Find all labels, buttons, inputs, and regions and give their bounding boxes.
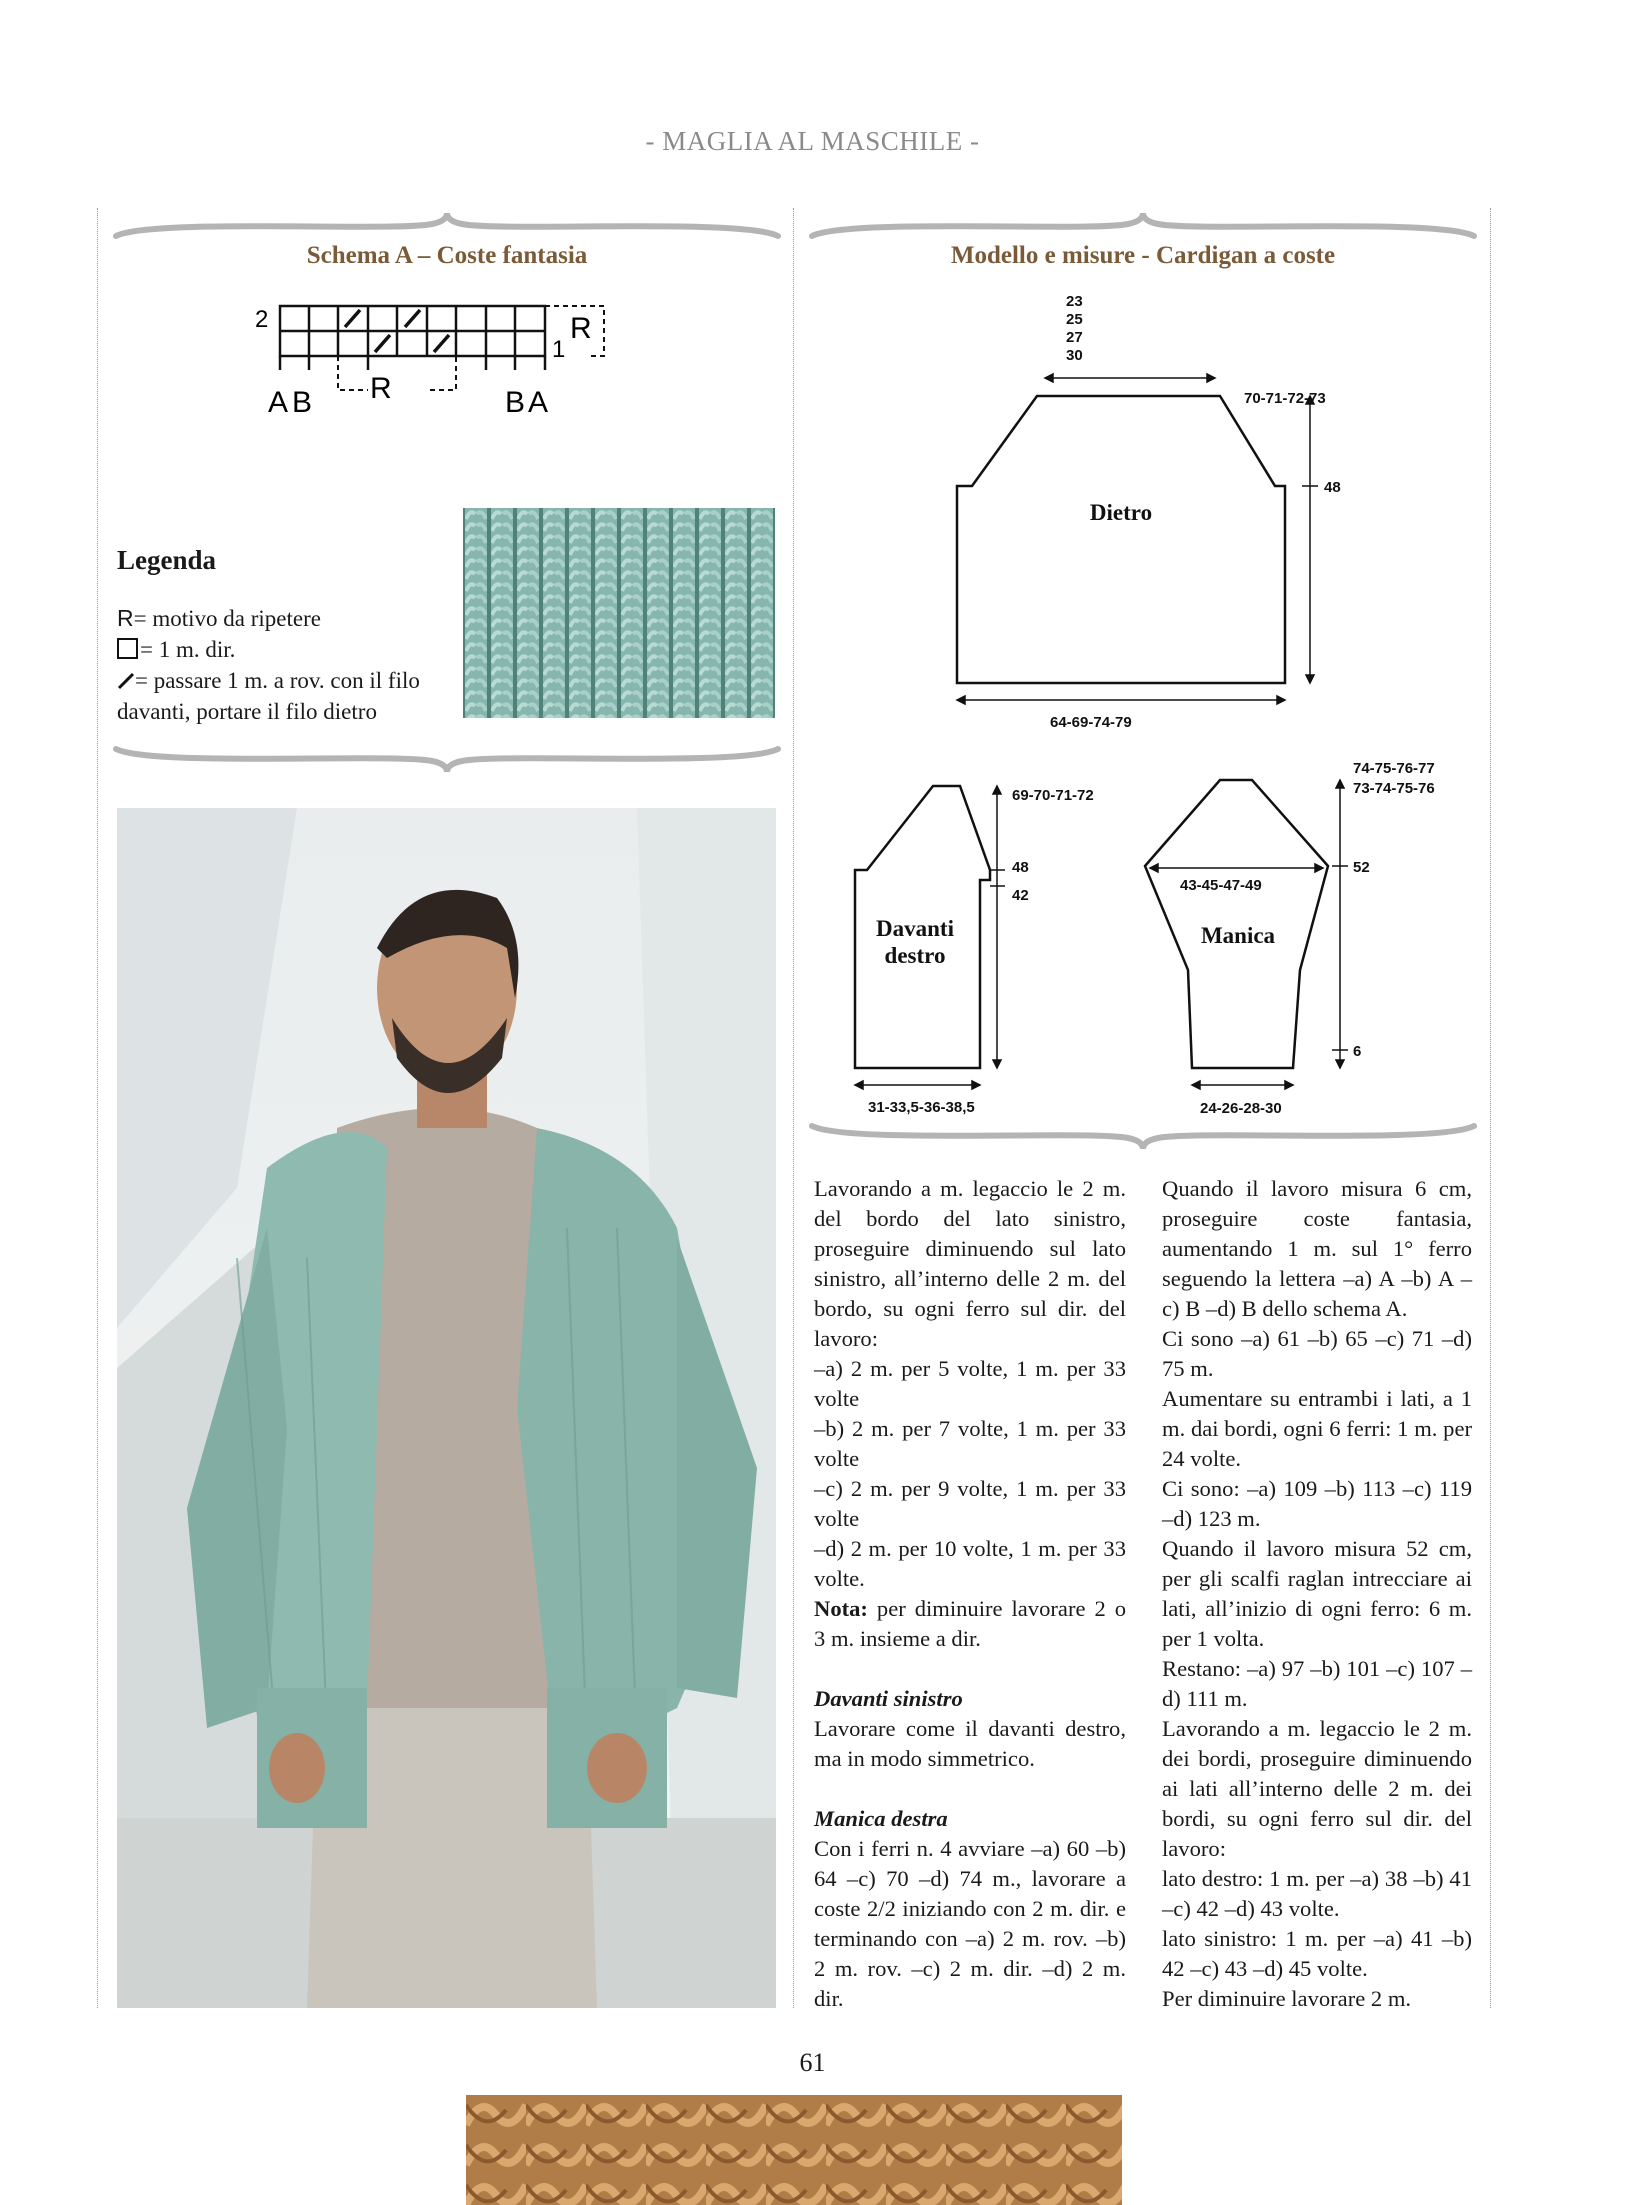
paragraph: Aumentare su entrambi i lati, a 1 m. dai bordi, ogni 6 ferri: 1 m. per 24 volte. <box>1162 1386 1472 1471</box>
paragraph: Per diminuire lavorare 2 m. <box>1162 1986 1412 2011</box>
paragraph: lato destro: 1 m. per –a) 38 –b) 41 –c) 42 –d) 43 volte. <box>1162 1866 1472 1921</box>
back-body-height-label: 48 <box>1324 479 1341 496</box>
bottom-brace-left <box>112 745 782 775</box>
paragraph: Lavorando a m. legaccio le 2 m. dei bordi, proseguire diminuendo ai lati all’interno delle 2 m. dei bordi, su ogni ferro sul dir. del lavoro: <box>1162 1716 1472 1861</box>
paragraph: Lavorando a m. legaccio le 2 m. del bordo del lato sinistro, proseguire diminuendo sul lato sinistro, all’interno delle 2 m. del bordo, su ogni ferro sul dir. del lavoro: <box>814 1176 1126 1351</box>
slash-stitch <box>405 310 420 327</box>
paragraph: –a) 2 m. per 5 volte, 1 m. per 33 volte <box>814 1356 1126 1411</box>
sleeve-upper-width-label: 43-45-47-49 <box>1180 877 1262 894</box>
sleeve-body-height-label: 52 <box>1353 859 1370 876</box>
back-neck-label-1: 23 <box>1066 293 1083 310</box>
note-paragraph: Nota: per diminuire lavorare 2 o 3 m. insieme a dir. <box>814 1596 1126 1651</box>
diagram-title: Modello e misure - Cardigan a coste <box>950 242 1336 269</box>
repeat-label-bottom: R <box>370 372 392 405</box>
section-heading-manica-destra: Manica destra <box>814 1806 948 1831</box>
legend-title: Legenda <box>117 545 217 575</box>
legend-item-repeat: R= motivo da ripetere <box>117 605 321 631</box>
rib-swatch-photo <box>463 508 775 718</box>
slash-stitch <box>375 335 390 352</box>
bottom-label-b2: B <box>505 386 526 419</box>
front-label-line2: destro <box>884 943 946 968</box>
running-header: - MAGLIA AL MASCHILE - <box>645 126 980 156</box>
slash-stitch <box>345 310 360 327</box>
row-label-1: 1 <box>552 336 566 363</box>
instructions-column-1 <box>814 1174 1126 2014</box>
page-number: 61 <box>799 2048 826 2077</box>
paragraph: –b) 2 m. per 7 volte, 1 m. per 33 volte <box>814 1416 1126 1471</box>
column-rule-middle <box>793 208 794 2008</box>
top-brace-right <box>808 210 1478 240</box>
model-photo <box>117 808 776 2008</box>
instructions-column-2 <box>1162 1174 1472 2014</box>
square-icon <box>117 638 138 659</box>
front-neck-height-label: 42 <box>1012 887 1029 904</box>
slash-icon <box>117 672 135 690</box>
note-label: Nota: <box>814 1596 868 1621</box>
paragraph: Ci sono: –a) 109 –b) 113 –c) 119 –d) 123 m. <box>1162 1476 1472 1531</box>
paragraph: Quando il lavoro misura 6 cm, proseguire coste fantasia, aumentando 1 m. sul 1° ferro seguendo la lettera –a) A –b) A –c) B –d) B dello schema A. <box>1162 1176 1472 1321</box>
paragraph: Con i ferri n. 4 avviare –a) 60 –b) 64 –c) 70 –d) 74 m., lavorare a coste 2/2 iniziando con 2 m. dir. e terminando con –a) 2 m. rov. –b) 2 m. rov. –c) 2 m. dir. –d) 2 m. dir. <box>814 1836 1126 2011</box>
paragraph: Restano: –a) 97 –b) 101 –c) 107 –d) 111 m. <box>1162 1656 1472 1711</box>
bottom-label-a1: A <box>268 386 289 419</box>
garment-schematic <box>800 270 1500 1130</box>
legend-item-knit: = 1 m. dir. <box>117 634 447 665</box>
back-neck-label-4: 30 <box>1066 347 1083 364</box>
legend-symbol-r: R <box>117 605 134 631</box>
schema-a-chart <box>100 290 780 450</box>
schema-title: Schema A – Coste fantasia <box>306 242 588 269</box>
paragraph: –c) 2 m. per 9 volte, 1 m. per 33 volte <box>814 1476 1126 1531</box>
top-brace-left <box>112 210 782 240</box>
paragraph: lato sinistro: 1 m. per –a) 41 –b) 42 –c) 43 –d) 45 volte. <box>1162 1926 1472 1981</box>
repeat-label-right: R <box>570 312 592 345</box>
slash-stitch <box>434 335 449 352</box>
paragraph: –d) 2 m. per 10 volte, 1 m. per 33 volte. <box>814 1536 1126 1591</box>
legend-list <box>117 603 447 727</box>
back-label: Dietro <box>1089 500 1153 525</box>
back-total-height-label: 70-71-72-73 <box>1244 390 1326 407</box>
paragraph: Quando il lavoro misura 52 cm, per gli scalfi raglan intrecciare ai lati, all’inizio di ogni ferro: 6 m. per 1 volta. <box>1162 1536 1472 1651</box>
row-label-2: 2 <box>255 306 269 333</box>
bottom-label-a2: A <box>528 386 549 419</box>
front-label-line1: Davanti <box>876 916 954 941</box>
front-width-label: 31-33,5-36-38,5 <box>868 1099 975 1116</box>
paragraph: Ci sono –a) 61 –b) 65 –c) 71 –d) 75 m. <box>1162 1326 1472 1381</box>
back-outline <box>957 396 1285 683</box>
back-width-label: 64-69-74-79 <box>1050 714 1132 731</box>
front-total-height-label: 69-70-71-72 <box>1012 787 1094 804</box>
sleeve-label: Manica <box>1200 923 1276 948</box>
back-neck-label-2: 25 <box>1066 311 1083 328</box>
sleeve-total-height-label-2: 73-74-75-76 <box>1353 780 1435 797</box>
section-heading-davanti-sinistro: Davanti sinistro <box>814 1686 963 1711</box>
sleeve-total-height-label-1: 74-75-76-77 <box>1353 760 1435 777</box>
yarn-texture-photo <box>466 2095 1122 2205</box>
sleeve-cuff-label: 6 <box>1353 1043 1362 1060</box>
column-rule-left <box>97 208 98 2008</box>
back-neck-label-3: 27 <box>1066 329 1083 346</box>
bottom-label-b1: B <box>292 386 313 419</box>
sleeve-lower-width-label: 24-26-28-30 <box>1200 1100 1282 1117</box>
paragraph: Lavorare come il davanti destro, ma in modo simmetrico. <box>814 1716 1126 1771</box>
legend-item-slip: = passare 1 m. a rov. con il filo davanti, portare il filo dietro <box>117 668 420 724</box>
front-body-height-label: 48 <box>1012 859 1029 876</box>
